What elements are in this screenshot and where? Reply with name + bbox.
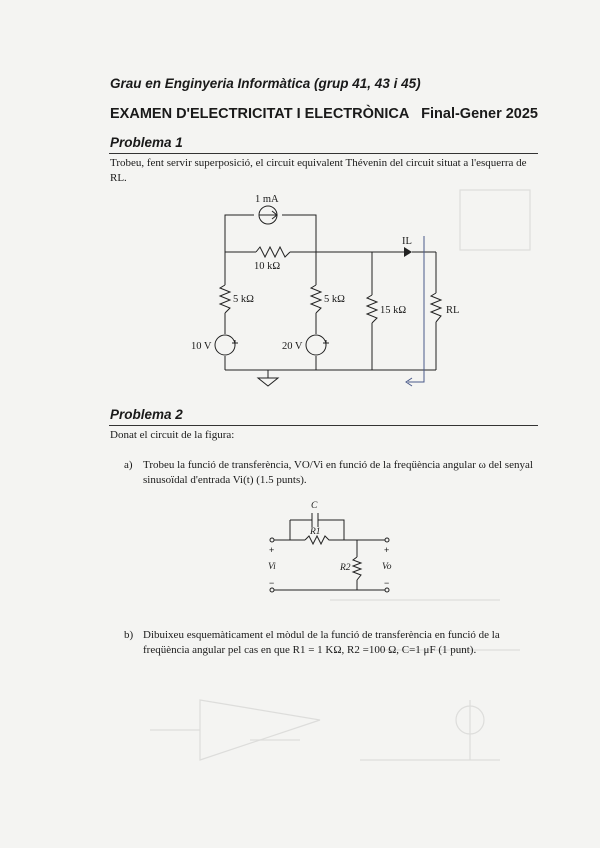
terminal-vo-top xyxy=(385,538,389,542)
terminal-vi-bottom xyxy=(270,588,274,592)
label-vo: Vo xyxy=(382,562,392,572)
capacitor-c xyxy=(312,513,318,527)
problem1-title: Problema 1 xyxy=(110,135,183,150)
terminal-vo-bottom xyxy=(385,588,389,592)
item-b-line2: freqüència angular pel cas en que R1 = 1 KΩ, R2 =100 Ω, C=1 μF (1 punt). xyxy=(143,644,477,656)
course-heading: Grau en Enginyeria Informàtica (grup 41, 43 i 45) xyxy=(110,76,421,91)
label-r-left: 5 kΩ xyxy=(233,294,254,305)
item-b-line1: Dibuixeu esquemàticament el mòdul de la funció de transferència en funció de la xyxy=(143,629,500,641)
label-vo-plus: + xyxy=(384,545,390,555)
label-vi: Vi xyxy=(268,562,276,572)
problem1-statement-line2: RL. xyxy=(110,172,127,184)
problem2-intro: Donat el circuit de la figura: xyxy=(110,429,235,441)
label-c: C xyxy=(311,501,318,511)
resistor-r1 xyxy=(305,536,387,544)
item-a-marker: a) xyxy=(124,459,133,471)
label-r1: R1 xyxy=(310,527,321,537)
problem2-title: Problema 2 xyxy=(110,407,183,422)
item-a-line1: Trobeu la funció de transferència, VO/Vi en funció de la freqüència angular ω del senyal xyxy=(143,459,533,471)
label-r-top: 10 kΩ xyxy=(254,261,281,272)
label-vi-plus: + xyxy=(269,545,275,555)
label-vi-minus: − xyxy=(269,578,275,588)
label-v-left: 10 V xyxy=(191,341,212,352)
label-i-load: IL xyxy=(402,236,412,247)
problem1-statement-line1: Trobeu, fent servir superposició, el circuit equivalent Thévenin del circuit situat a l'esquerra de xyxy=(110,157,527,169)
exam-session: Final-Gener 2025 xyxy=(421,106,538,122)
item-b-text xyxy=(143,628,543,658)
label-r-mid: 5 kΩ xyxy=(324,294,345,305)
label-current-source: 1 mA xyxy=(255,194,279,205)
item-a-line2: sinusoïdal d'entrada Vi(t) (1.5 punts). xyxy=(143,474,307,486)
wire-input-top xyxy=(272,520,305,540)
label-v-mid: 20 V xyxy=(282,341,303,352)
label-r2: R2 xyxy=(340,563,351,573)
label-r-load: RL xyxy=(446,305,460,316)
exam-title: EXAMEN D'ELECTRICITAT I ELECTRÒNICA xyxy=(110,106,410,122)
label-vo-minus: − xyxy=(384,578,390,588)
label-r-right: 15 kΩ xyxy=(380,305,407,316)
item-b-marker: b) xyxy=(124,629,134,641)
resistor-r2 xyxy=(353,557,361,580)
terminal-vi-top xyxy=(270,538,274,542)
